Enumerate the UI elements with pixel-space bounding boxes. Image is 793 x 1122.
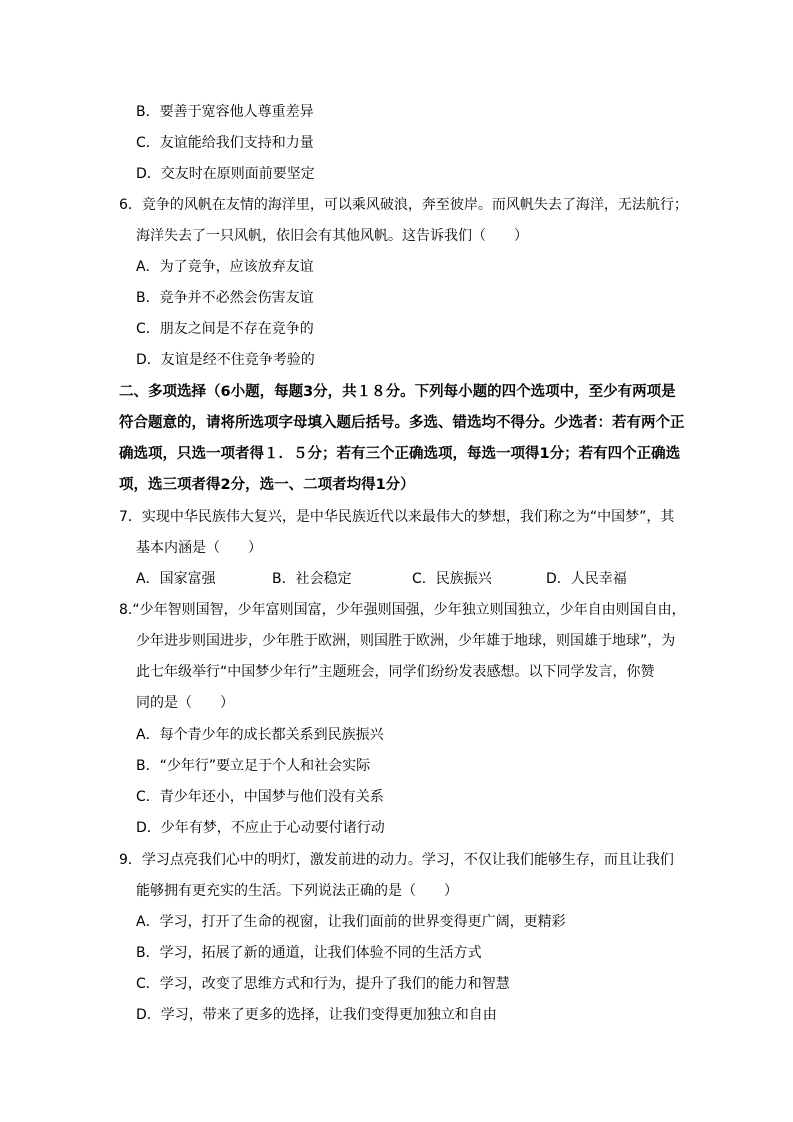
q6-option-a: A．为了竞争，应该放弃友谊 — [136, 259, 314, 275]
q5-option-c: C．友谊能给我们支持和力量 — [136, 135, 314, 151]
q9-stem-line1: 9．学习点亮我们心中的明灯，激发前进的动力。学习，不仅让我们能够生存，而且让我们 — [119, 852, 674, 868]
q8-stem-line2: 少年进步则国进步，少年胜于欧洲，则国胜于欧洲，少年雄于地球，则国雄于地球”，为 — [136, 633, 676, 649]
q9-stem-line2: 能够拥有更充实的生活。下列说法正确的是（ ） — [136, 883, 458, 899]
section2-line4: 项，选三项者得2分，选一、二项者均得1分） — [119, 477, 415, 493]
q6-option-c: C．朋友之间是不存在竞争的 — [136, 321, 314, 337]
q8-stem-line3: 此七年级举行“中国梦少年行”主题班会，同学们纷纷发表感想。以下同学发言，你赞 — [136, 664, 655, 680]
q7-option-c: C．民族振兴 — [412, 571, 492, 587]
q5-option-b: B．要善于宽容他人尊重差异 — [136, 104, 314, 120]
q9-option-b: B．学习，拓展了新的通道，让我们体验不同的生活方式 — [136, 945, 482, 961]
q6-option-b: B．竞争并不必然会伤害友谊 — [136, 290, 314, 306]
section2-line3: 确选项，只选一项者得１．５分；若有三个正确选项，每选一项得1分；若有四个正确选 — [119, 446, 681, 462]
q9-option-c: C．学习，改变了思维方式和行为，提升了我们的能力和智慧 — [136, 976, 510, 992]
q7-option-a: A．国家富强 — [136, 571, 216, 587]
q8-option-a: A．每个青少年的成长都关系到民族振兴 — [136, 727, 384, 743]
q9-option-d: D．学习，带来了更多的选择，让我们变得更加独立和自由 — [136, 1007, 497, 1023]
section2-line2: 符合题意的，请将所选项字母填入题后括号。多选、错选均不得分。少选者：若有两个正 — [119, 415, 685, 431]
q8-option-c: C．青少年还小，中国梦与他们没有关系 — [136, 789, 384, 805]
q7-option-d: D．人民幸福 — [546, 571, 627, 587]
q5-option-d: D．交友时在原则面前要坚定 — [136, 166, 315, 182]
section2-line1: 二、多项选择（6小题，每题3分，共１８分。下列每小题的四个选项中，至少有两项是 — [119, 384, 676, 400]
q6-stem-line2: 海洋失去了一只风帆，依旧会有其他风帆。这告诉我们（ ） — [136, 228, 528, 244]
q7-stem-line2: 基本内涵是（ ） — [136, 540, 262, 556]
q8-option-d: D．少年有梦，不应止于心动要付诸行动 — [136, 820, 385, 836]
q6-stem-line1: 6．竞争的风帆在友情的海洋里，可以乘风破浪，奔至彼岸。而风帆失去了海洋，无法航行； — [119, 197, 688, 213]
q7-stem-line1: 7．实现中华民族伟大复兴，是中华民族近代以来最伟大的梦想，我们称之为“中国梦”，其 — [119, 509, 675, 525]
q6-option-d: D．友谊是经不住竞争考验的 — [136, 352, 315, 368]
q8-stem-line1: 8.“少年智则国智，少年富则国富，少年强则国强，少年独立则国独立，少年自由则国自由， — [119, 602, 686, 618]
q8-stem-line4: 同的是（ ） — [136, 695, 234, 711]
q8-option-b: B．“少年行”要立足于个人和社会实际 — [136, 758, 371, 774]
q7-option-b: B．社会稳定 — [272, 571, 352, 587]
q9-option-a: A．学习，打开了生命的视窗，让我们面前的世界变得更广阔，更精彩 — [136, 914, 566, 930]
